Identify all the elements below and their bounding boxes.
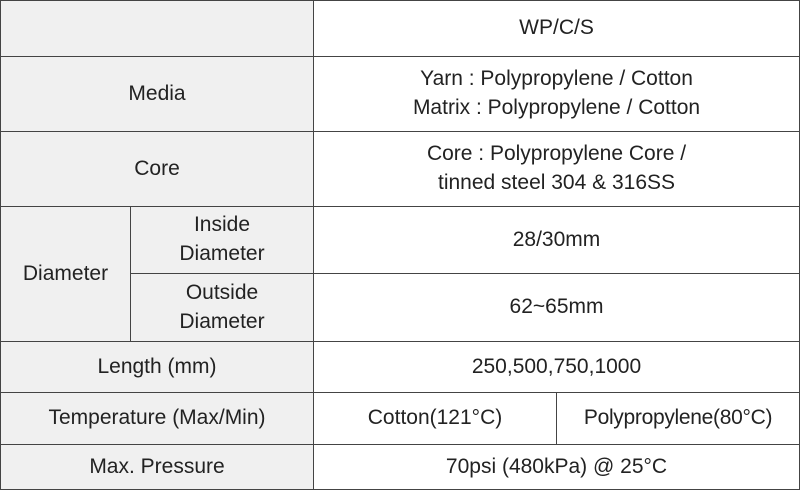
- outside-word: Outside: [185, 280, 259, 304]
- model-label-cell: [1, 1, 314, 57]
- row-inside-diameter: [1, 207, 800, 274]
- inside-diameter-word: Diameter: [179, 242, 265, 265]
- model-value: WP/C/S: [314, 1, 800, 57]
- length-value: 250,500,750,1000: [314, 342, 800, 393]
- core-line-2: tinned steel 304 & 316SS: [438, 171, 676, 194]
- core-line-1: Core : Polypropylene Core /: [426, 142, 687, 166]
- row-media: [1, 57, 800, 132]
- row-length: [1, 342, 800, 393]
- row-temperature: [1, 393, 800, 445]
- media-label: Media: [1, 57, 314, 132]
- media-yarn: Yarn : Polypropylene / Cotton: [420, 67, 693, 91]
- length-label: Length (mm): [1, 342, 314, 393]
- row-pressure: [1, 445, 800, 490]
- media-matrix: Matrix : Polypropylene / Cotton: [412, 96, 701, 119]
- pressure-value: 70psi (480kPa) @ 25°C: [314, 445, 800, 490]
- media-value: [314, 57, 800, 132]
- temperature-label: Temperature (Max/Min): [1, 393, 314, 445]
- core-value: [314, 132, 800, 207]
- inside-diameter-value: 28/30mm: [314, 207, 800, 274]
- diameter-label: Diameter: [1, 207, 131, 342]
- outside-diameter-label: [131, 274, 314, 342]
- core-label: Core: [1, 132, 314, 207]
- temperature-polypropylene: Polypropylene(80°C): [557, 393, 800, 445]
- pressure-label: Max. Pressure: [1, 445, 314, 490]
- outside-diameter-value: 62~65mm: [314, 274, 800, 342]
- row-core: [1, 132, 800, 207]
- outside-diameter-word: Diameter: [179, 309, 265, 333]
- row-model: [1, 1, 800, 57]
- inside-diameter-label: [131, 207, 314, 274]
- temperature-cotton: Cotton(121°C): [314, 393, 557, 445]
- inside-word: Inside: [193, 213, 251, 237]
